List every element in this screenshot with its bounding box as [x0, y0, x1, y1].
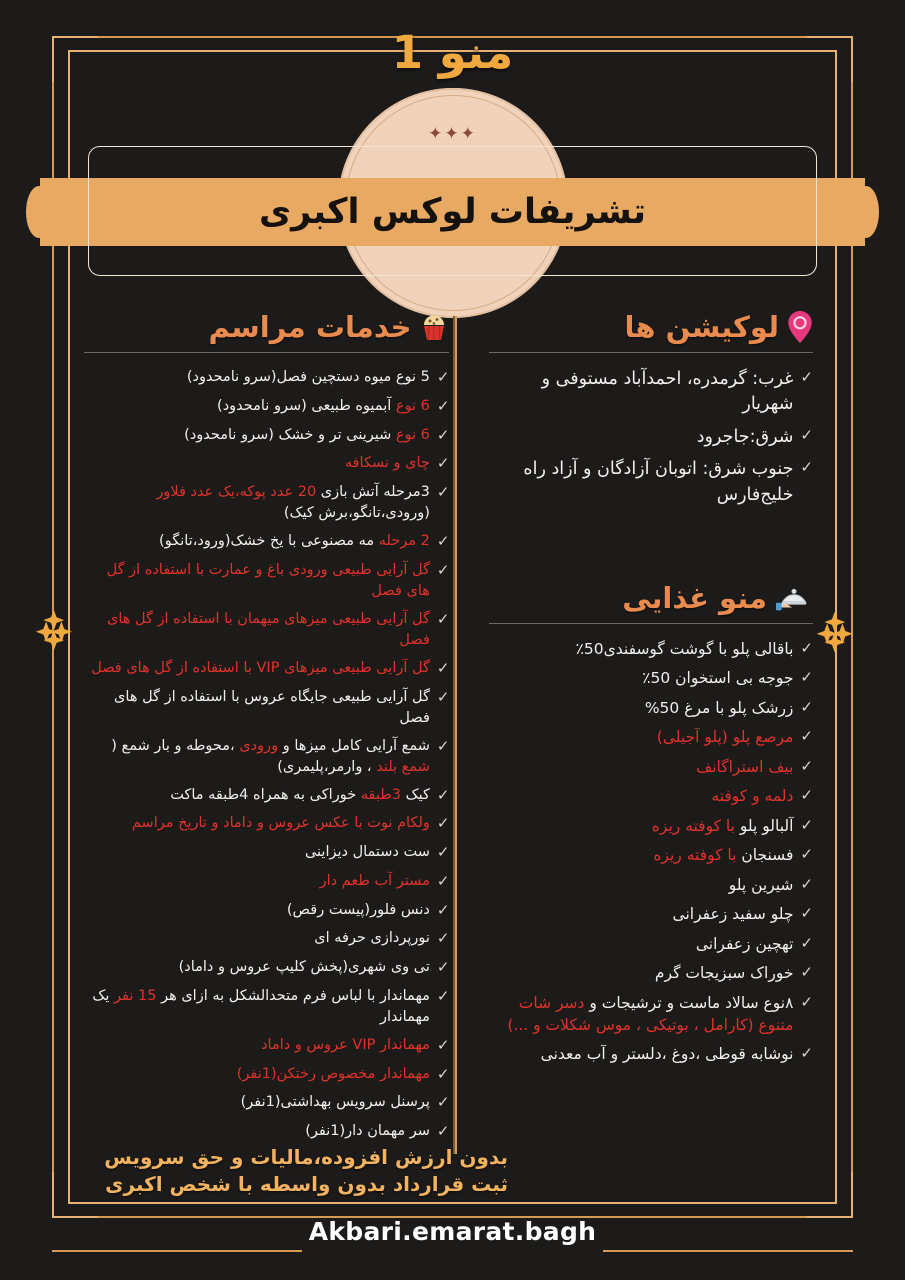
- check-icon: ✓: [800, 815, 813, 834]
- content-columns: [78, 310, 827, 1160]
- label-segment: با کوفته ریزه: [651, 816, 735, 835]
- label-segment: مهماندار با لباس فرم متحدالشکل به ازای هر: [156, 987, 430, 1004]
- label-segment: نورپردازی حرفه ای: [314, 930, 430, 947]
- check-icon: ✓: [436, 425, 450, 444]
- list-item: [84, 1092, 449, 1114]
- list-item-label: [84, 687, 430, 729]
- list-item: [489, 756, 813, 778]
- food-menu-header: [489, 581, 813, 615]
- food-menu-list: [489, 638, 813, 1066]
- list-item-label: [84, 425, 430, 446]
- check-icon: ✓: [436, 843, 450, 862]
- list-item-label: غرب: گرمدره، احمدآباد مستوفی و شهریار: [541, 369, 794, 415]
- list-item-label: [84, 1121, 430, 1142]
- list-item-label: [84, 900, 430, 921]
- label-segment: ۸نوع سالاد ماست و ترشیجات و: [584, 993, 794, 1012]
- list-item: [84, 531, 449, 553]
- label-segment: بیف استراگانف: [696, 757, 794, 776]
- footer-note-line-2: ثبت قرارداد بدون واسطه با شخص اکبری: [105, 1172, 508, 1196]
- label-segment: جوجه بی استخوان 50٪: [642, 669, 794, 688]
- check-icon: ✓: [800, 697, 813, 716]
- list-item-label: [84, 1092, 430, 1113]
- check-icon: ✓: [800, 668, 813, 687]
- list-item: [84, 658, 449, 680]
- food-menu-title: منو غذایی: [622, 580, 767, 615]
- list-item-label: [84, 367, 430, 388]
- label-segment: ،محوطه و بار شمع (: [111, 737, 240, 754]
- list-item: [84, 482, 449, 524]
- serving-tray-icon: [775, 582, 813, 614]
- locations-title: لوکیشن ها: [624, 310, 779, 344]
- list-item: [489, 785, 813, 807]
- label-segment: گل آرایی طبیعی میزهای میهمان با استفاده از گل های فصل: [107, 610, 430, 648]
- list-item-label: [489, 992, 793, 1037]
- label-segment: (ورودی،تانگو،برش کیک): [283, 505, 430, 522]
- list-item-label: جنوب شرق: اتوبان آزادگان و آزاد راه خلیج‌فارس: [523, 459, 794, 505]
- check-icon: ✓: [436, 1122, 450, 1141]
- check-icon: ✓: [436, 687, 450, 706]
- list-item: [489, 1043, 813, 1065]
- check-icon: ✓: [436, 900, 450, 919]
- label-segment: ست دستمال دیزاینی: [304, 844, 430, 861]
- label-segment: گل آرایی طبیعی جایگاه عروس با استفاده از گل های فصل: [114, 688, 430, 726]
- label-segment: کیک: [401, 786, 430, 803]
- locations-header: [489, 310, 813, 344]
- list-item: [489, 726, 813, 748]
- list-item: [489, 697, 813, 719]
- list-item: [84, 900, 449, 922]
- label-segment: خوراک سبزیجات گرم: [654, 964, 794, 983]
- sparkle-icon: ✦✦✦: [428, 124, 477, 144]
- label-segment: زرشک پلو با مرغ 50%: [644, 698, 794, 717]
- check-icon: ✓: [800, 756, 813, 775]
- list-item: [84, 736, 449, 778]
- check-icon: ✓: [800, 368, 813, 386]
- label-segment: مهماندار مخصوص رختکن(1نفر): [236, 1065, 430, 1082]
- label-segment: مهماندار VIP عروس و داماد: [261, 1036, 430, 1053]
- list-item: [84, 1064, 449, 1086]
- list-item: [489, 992, 813, 1037]
- label-segment: 2 مرحله: [374, 533, 430, 550]
- services-list: [84, 367, 449, 1143]
- label-segment: نوشابه قوطی ،دوغ ،دلستر و آب معدنی: [540, 1045, 794, 1064]
- list-item-label: [489, 903, 793, 925]
- list-item-label: [84, 609, 430, 651]
- list-item-label: [489, 667, 793, 689]
- check-icon: ✓: [436, 785, 450, 804]
- label-segment: دنس فلور(پیست رقص): [286, 901, 430, 918]
- check-icon: ✓: [800, 933, 813, 952]
- check-icon: ✓: [436, 658, 450, 677]
- label-segment: شیرینی تر و خشک (سرو نامحدود): [184, 426, 392, 443]
- list-item-label: [489, 697, 793, 719]
- list-item: [84, 842, 449, 864]
- list-item: [84, 453, 449, 475]
- label-segment: پرسنل سرویس بهداشتی(1نفر): [240, 1094, 430, 1111]
- list-item: [84, 1035, 449, 1057]
- list-item: [489, 815, 813, 837]
- check-icon: ✓: [436, 871, 450, 890]
- list-item-label: [84, 560, 430, 602]
- list-item-label: [489, 815, 793, 837]
- label-segment: 20 عدد پوکه،یک عدد فلاور: [156, 484, 317, 500]
- label-segment: ، وارمر،پلیمری): [277, 758, 377, 775]
- list-item: [489, 874, 813, 896]
- check-icon: ✓: [436, 1093, 450, 1112]
- label-segment: گل آرایی طبیعی ورودی باغ و عمارت با استفاده از گل های فصل: [106, 561, 430, 599]
- banner-title: تشریفات لوکس اکبری: [259, 192, 646, 232]
- label-segment: 3مرحله آتش بازی: [316, 484, 430, 500]
- check-icon: ✓: [436, 814, 450, 833]
- label-segment: ولکام نوت با عکس عروس و داماد و تاریخ مراسم: [131, 815, 430, 832]
- label-segment: شمع بلند: [376, 758, 430, 775]
- handle-rule-left: [52, 1250, 302, 1252]
- list-item: [489, 844, 813, 866]
- list-item-label: [84, 1064, 430, 1085]
- list-item-label: [489, 785, 793, 807]
- label-segment: آلبالو پلو: [734, 816, 794, 835]
- cupcake-icon: [419, 311, 449, 343]
- list-item: [84, 813, 449, 835]
- list-item: [489, 933, 813, 955]
- label-segment: 6 نوع: [391, 426, 430, 443]
- list-item: [84, 986, 449, 1028]
- label-segment: ورودی: [239, 737, 279, 754]
- banner-band: [40, 178, 865, 246]
- footer-note: [78, 1144, 508, 1198]
- check-icon: ✓: [436, 396, 450, 415]
- map-pin-icon: [787, 311, 813, 343]
- list-item: [84, 425, 449, 447]
- list-item-label: [84, 957, 430, 978]
- list-item-label: [84, 482, 430, 524]
- list-item: [84, 367, 449, 389]
- services-rule: [84, 352, 449, 353]
- list-item: [489, 903, 813, 925]
- label-segment: شیرین پلو: [728, 875, 794, 894]
- list-item: [84, 928, 449, 950]
- check-icon: ✓: [436, 609, 450, 628]
- label-segment: 15 نفر: [114, 987, 157, 1004]
- check-icon: ✓: [436, 986, 450, 1005]
- list-item: [489, 962, 813, 984]
- check-icon: ✓: [436, 454, 450, 473]
- check-icon: ✓: [436, 532, 450, 551]
- check-icon: ✓: [800, 845, 813, 864]
- check-icon: ✓: [800, 425, 813, 444]
- list-item-label: [489, 844, 793, 866]
- right-column: [467, 310, 827, 1160]
- label-segment: یک مهماندار: [92, 987, 430, 1025]
- label-segment: فسنجان: [736, 846, 794, 865]
- frame-corner-bottom-right: [807, 1172, 853, 1218]
- label-segment: مه مصنوعی با یخ خشک(ورود،تانگو): [159, 533, 375, 550]
- list-item-label: [84, 658, 430, 679]
- label-segment: 5 نوع میوه دستچین فصل(سرو نامحدود): [186, 369, 430, 385]
- list-item: [84, 560, 449, 602]
- list-item-label: [489, 638, 793, 660]
- services-title: خدمات مراسم: [208, 310, 412, 344]
- label-segment: چای و نسکافه: [344, 455, 430, 472]
- list-item-label: [489, 874, 793, 896]
- check-icon: ✓: [436, 483, 450, 501]
- list-item-label: [84, 986, 430, 1028]
- label-segment: باقالی پلو با گوشت گوسفندی50٪: [575, 639, 794, 658]
- check-icon: ✓: [436, 368, 450, 386]
- label-segment: سر مهمان دار(1نفر): [305, 1123, 430, 1140]
- list-item-label: [84, 813, 430, 834]
- food-menu-rule: [489, 623, 813, 624]
- list-item: [489, 367, 813, 418]
- label-segment: گل آرایی طبیعی میزهای VIP با استفاده از گل های فصل: [91, 659, 430, 676]
- label-segment: تهچین زعفرانی: [695, 934, 794, 953]
- list-item-label: [84, 871, 430, 892]
- label-segment: خوراکی به همراه 4طبقه ماکت: [170, 786, 361, 803]
- list-item: [84, 785, 449, 807]
- label-segment: دسر شات متنوع (کارامل ، بوتیکی ، موس شکلات و ...): [507, 993, 794, 1034]
- check-icon: ✓: [800, 786, 813, 805]
- check-icon: ✓: [436, 1064, 450, 1083]
- label-segment: شمع آرایی کامل میزها و: [278, 737, 430, 754]
- list-item: [489, 638, 813, 660]
- list-item-label: [489, 933, 793, 955]
- label-segment: مستر آب طعم دار: [319, 872, 430, 889]
- social-handle: Akbari.emarat.bagh: [308, 1217, 597, 1246]
- locations-rule: [489, 352, 813, 353]
- list-item: [84, 396, 449, 418]
- list-item-label: [489, 726, 793, 748]
- list-item-label: [84, 785, 430, 806]
- check-icon: ✓: [436, 560, 450, 579]
- check-icon: ✓: [800, 963, 813, 982]
- check-icon: ✓: [800, 727, 813, 746]
- label-segment: 3طبقه: [360, 786, 402, 803]
- check-icon: ✓: [436, 929, 450, 948]
- left-column: [78, 310, 467, 1160]
- list-item-label: [84, 396, 430, 417]
- check-icon: ✓: [436, 1035, 450, 1054]
- list-item: [84, 687, 449, 729]
- label-segment: تی وی شهری(پخش کلیپ عروس و داماد): [178, 959, 430, 976]
- star-ornament-icon: [26, 604, 82, 660]
- handle-rule-right: [603, 1250, 853, 1252]
- list-item: [489, 667, 813, 689]
- list-item-label: [84, 736, 430, 778]
- list-item: [84, 609, 449, 651]
- check-icon: ✓: [436, 736, 450, 755]
- list-item: [489, 425, 813, 450]
- label-segment: آبمیوه طبیعی (سرو نامحدود): [217, 397, 392, 414]
- label-segment: چلو سفید زعفرانی: [672, 905, 794, 924]
- check-icon: ✓: [800, 458, 813, 477]
- list-item-label: [84, 531, 430, 552]
- check-icon: ✓: [800, 992, 813, 1011]
- list-item: [84, 871, 449, 893]
- check-icon: ✓: [800, 1044, 813, 1063]
- check-icon: ✓: [800, 904, 813, 923]
- list-item-label: [84, 842, 430, 863]
- list-item: [84, 957, 449, 979]
- locations-list: [489, 367, 813, 508]
- footer-note-line-1: بدون ارزش افزوده،مالیات و حق سرویس: [104, 1145, 508, 1169]
- check-icon: ✓: [436, 958, 450, 977]
- list-item-label: شرق:جاجرود: [696, 426, 794, 447]
- list-item-label: [84, 453, 430, 474]
- services-header: [84, 310, 449, 344]
- list-item: [84, 1121, 449, 1143]
- page-title: منو 1: [391, 26, 514, 79]
- list-item-label: [489, 756, 793, 778]
- list-item: [489, 457, 813, 508]
- label-segment: مرصع پلو (پلو آجیلی): [656, 728, 794, 747]
- list-item-label: [84, 1035, 430, 1056]
- label-segment: 6 نوع: [391, 397, 430, 414]
- list-item-label: [84, 928, 430, 949]
- label-segment: با کوفته ریزه: [653, 846, 737, 865]
- list-item-label: [489, 1043, 793, 1065]
- check-icon: ✓: [800, 874, 813, 893]
- list-item-label: [489, 962, 793, 984]
- label-segment: دلمه و کوفته: [711, 787, 794, 806]
- check-icon: ✓: [800, 638, 813, 657]
